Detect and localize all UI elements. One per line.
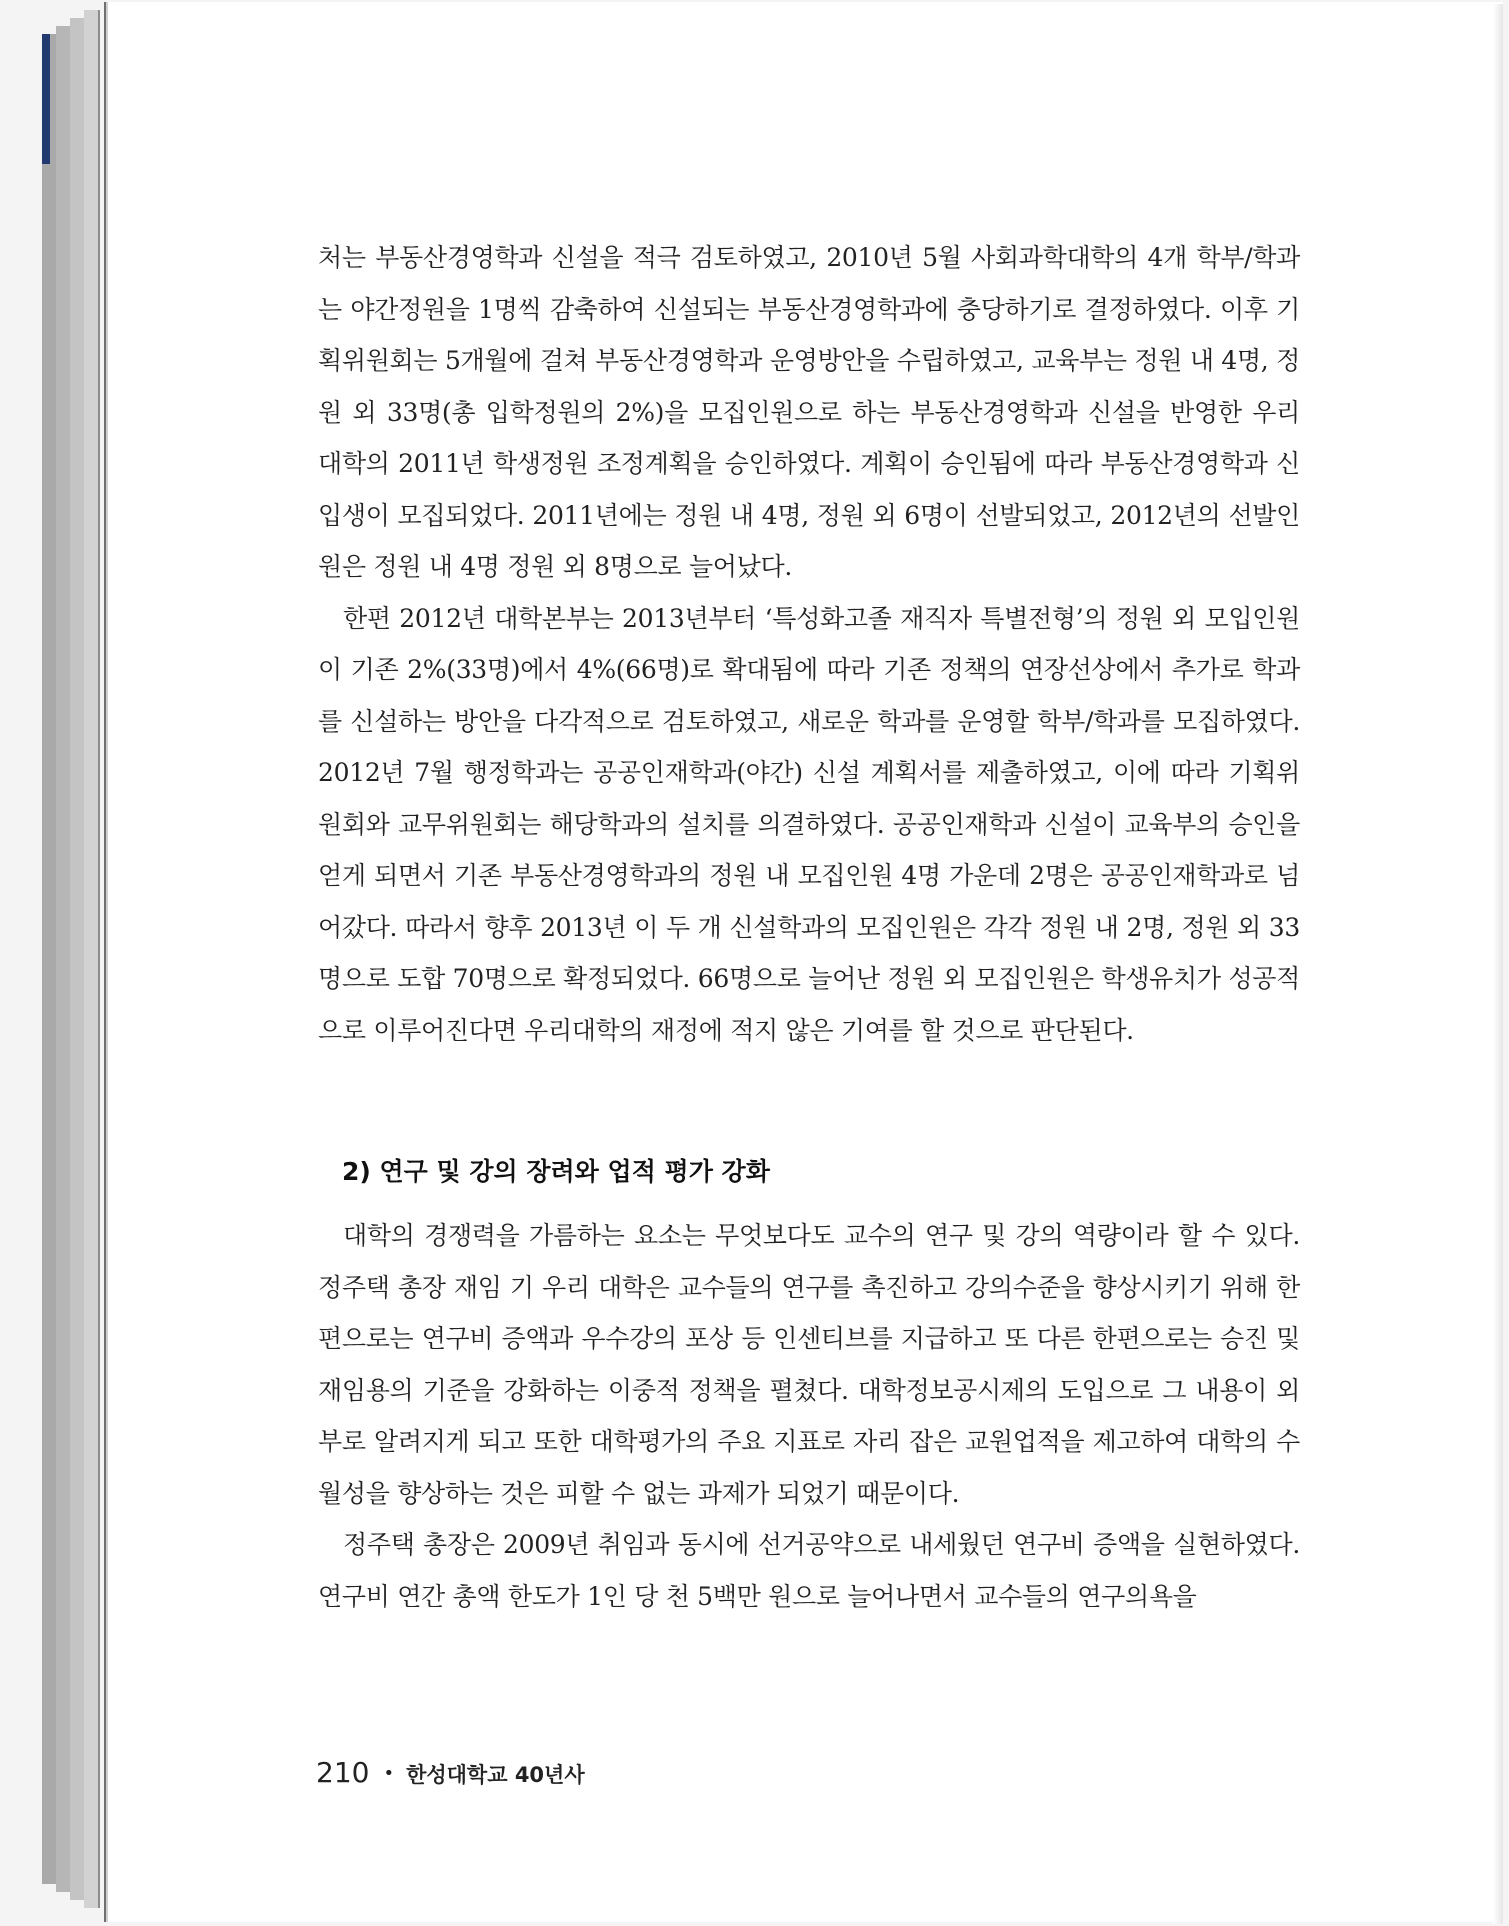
footer-bullet: • [383, 1763, 395, 1784]
paragraph: 대학의 경쟁력을 가름하는 요소는 무엇보다도 교수의 연구 및 강의 역량이라 할 수 있다. 정주택 총장 재임 기 우리 대학은 교수들의 연구를 촉진하고 강의수준을 향상시키기 위해 한편으로는 연구비 증액과 우수강의 포상 등 인센티브를 지급하고 또 다른 한편으로는 승진 및 재임용의 기준을 강화하는 이중적 정책을 펼쳤다. 대학정보공시제의 도입으로 그 내용이 외부로 알려지게 되고 또한 대학평가의 주요 지표로 자리 잡은 교원업적을 제고하여 대학의 수월성을 향상하는 것은 피할 수 없는 과제가 되었기 때문이다. [318, 1221, 1300, 1508]
paragraph: 처는 부동산경영학과 신설을 적극 검토하였고, 2010년 5월 사회과학대학의 4개 학부/학과는 야간정원을 1명씩 감축하여 신설되는 부동산경영학과에 충당하기로 결정하였다. 이후 기획위원회는 5개월에 걸쳐 부동산경영학과 운영방안을 수립하였고, 교육부는 정원 내 4명, 정원 외 33명(총 입학정원의 2%)을 모집인원으로 하는 부동산경영학과 신설을 반영한 우리 대학의 2011년 학생정원 조정계획을 승인하였다. 계획이 승인됨에 따라 부동산경영학과 신입생이 모집되었다. 2011년에는 정원 내 4명, 정원 외 6명이 선발되었고, 2012년의 선발인원은 정원 내 4명 정원 외 8명으로 늘어났다. [318, 243, 1300, 581]
paragraph: 한편 2012년 대학본부는 2013년부터 ‘특성화고졸 재직자 특별전형’의 정원 외 모입인원이 기존 2%(33명)에서 4%(66명)로 확대됨에 따라 기존 정책의 연장선상에서 추가로 학과를 신설하는 방안을 다각적으로 검토하였고, 새로운 학과를 운영할 학부/학과를 모집하였다. 2012년 7월 행정학과는 공공인재학과(야간) 신설 계획서를 제출하였고, 이에 따라 기획위원회와 교무위원회는 해당학과의 설치를 의결하였다. 공공인재학과 신설이 교육부의 승인을 얻게 되면서 기존 부동산경영학과의 정원 내 모집인원 4명 가운데 2명은 공공인재학과로 넘어갔다. 따라서 향후 2013년 이 두 개 신설학과의 모집인원은 각각 정원 내 2명, 정원 외 33명으로 도합 70명으로 확정되었다. 66명으로 늘어난 정원 외 모집인원은 학생유치가 성공적으로 이루어진다면 우리대학의 재정에 적지 않은 기여를 할 것으로 판단된다. [318, 603, 1300, 1045]
page-edge [84, 10, 100, 1908]
page-shadow [1493, 4, 1503, 1924]
spine-color-mark [42, 34, 50, 164]
page-body [318, 232, 1300, 1622]
section-heading: 2) 연구 및 강의 장려와 업적 평가 강화 [342, 1157, 770, 1186]
paragraph: 정주택 총장은 2009년 취임과 동시에 선거공약으로 내세웠던 연구비 증액을 실현하였다. 연구비 연간 총액 한도가 1인 당 천 5백만 원으로 늘어나면서 교수들의 연구의욕을 [318, 1530, 1300, 1611]
book-title: 한성대학교 40년사 [406, 1763, 585, 1787]
page-footer [316, 1756, 585, 1789]
page-number: 210 [316, 1756, 370, 1789]
book-page-edges [0, 0, 110, 1926]
